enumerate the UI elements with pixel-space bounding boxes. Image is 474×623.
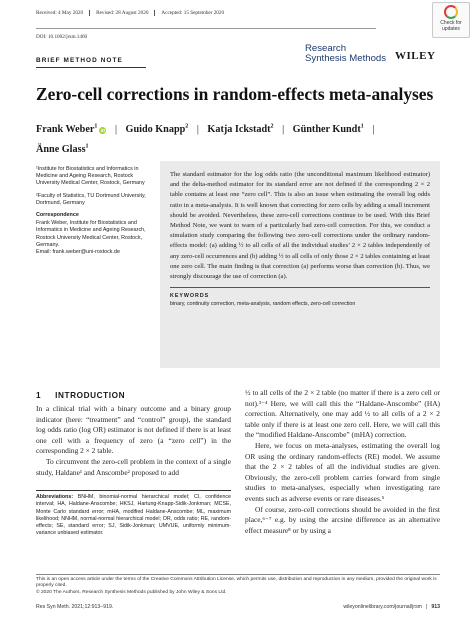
page-footer [36, 604, 440, 610]
affiliation-1: ¹Institute for Biostatistics and Informatics in Medicine and Ageing Research, Rostock University Medical Center, Rostock, Germany [36, 166, 145, 187]
received-date: Received: 4 May 2020 [36, 10, 90, 16]
publisher-logo[interactable]: WILEY [395, 50, 436, 62]
abbreviations-text: BNHM, binomial-normal hierarchical model; CI, confidence interval; HA, Haldane-Anscombe; HKSJ, Hartung-Knapp-Sidik-Jonkman; MCSE, Monte Carlo standard error; mHA, modified Haldane-Anscombe; ML, maximum likelihood; NNHM, normal-normal hierarchical model; OR, odds ratio; RE, random-effects; SE, standard error; SJ, Sidik-Jonkman; UMVUE, uniformly minimum-variance unbiased estimator. [36, 494, 231, 537]
intro-paragraph-2: To circumvent the zero-cell problem in the context of a single study, Haldane¹ and Anscombe² proposed to add [36, 456, 231, 477]
section-number: 1 [36, 391, 42, 400]
footer-rule [36, 574, 440, 575]
journal-name-line1: Research [305, 43, 347, 54]
intro-paragraph-4: Here, we focus on meta-analyses, estimating the overall log OR using the ordinary random-effects (RE) model. We assume that the 2 × 2 tables of all the individual studies are given. Obviously, the zero-cell problem carries forward from single studies to meta-analyses, especially when investigating rare events such as adverse events or rare diseases.⁵ [245, 440, 440, 503]
journal-url[interactable]: wileyonlinelibrary.com/journal/jrsm [343, 604, 422, 610]
check-for-updates-badge[interactable] [432, 2, 470, 38]
correspondence-email[interactable]: Email: frank.weber@uni-rostock.de [36, 249, 120, 256]
license-line-2: © 2020 The Authors. Research Synthesis Methods published by John Wiley & Sons Ltd. [36, 589, 227, 595]
abbreviations-rule [36, 490, 231, 491]
doi[interactable]: DOI: 10.1002/jrsm.1460 [36, 34, 88, 40]
affiliation-2: ²Faculty of Statistics, TU Dortmund University, Dortmund, Germany [36, 192, 146, 206]
author-name[interactable]: Frank Weber$^1$ [36, 124, 98, 136]
header-rule [36, 28, 376, 29]
abstract-text: The standard estimator for the log odds ratio (the unconditional maximum likelihood estimator) and the delta-method estimator for its standard error are not defined if the corresponding 2 × 2 table contains at least one “zero cell”. This is also an issue when estimating the overall log odds ratio in a meta-analysis. It is well known that correcting for zero cells by adding a small increment should be avoided. Nevertheless, these zero-cell corrections continue to be used. With this Brief Method Note, we want to warn of a particularly bad zero-cell correction. For this, we conduct a simulation study comparing the following two zero-cell corrections under the ordinary random-effects model: (a) adding ½ to all cells of all the individual studies’ 2 × 2 tables independently of any zero-cell occurrences and (b) adding ½ to all cells of only those 2 × 2 tables containing at least one zero cell. The main finding is that correction (a) performs worse than correction (b). Thus, we strongly discourage the use of correction (a). [170, 171, 430, 281]
affiliations [36, 166, 154, 256]
footer-right [343, 604, 440, 610]
author-separator: | [282, 124, 285, 136]
article-type: BRIEF METHOD NOTE [36, 57, 123, 64]
section-title: INTRODUCTION [55, 391, 126, 400]
article-title: Zero-cell corrections in random-effects meta-analyses [36, 84, 434, 104]
citation: Res Syn Meth. 2021;12:913–919. [36, 604, 114, 610]
journal-logo[interactable] [305, 44, 386, 64]
author-list [36, 119, 436, 158]
journal-name-line2: Synthesis Methods [305, 53, 387, 64]
revised-date: Revised: 28 August 2020 [96, 10, 155, 16]
correspondence-label: Correspondence [36, 212, 79, 219]
abbreviations-label: Abbreviations: [36, 494, 74, 500]
footer-separator: | [425, 604, 428, 610]
author-separator: | [196, 124, 199, 136]
right-column [245, 388, 440, 536]
abbreviations [36, 494, 231, 538]
intro-paragraph-3: ½ to all cells of the 2 × 2 table (no matter if there is a zero cell or not).³⁻⁴ Here, we will call this the “Haldane-Anscombe” (HA) correction. Alternatively, one may add ½ to all cells of a 2 × 2 table only if there is at least one zero cell. Here, we will call this the “modified Haldane-Anscombe” (mHA) correction. [245, 388, 440, 440]
author-name[interactable]: Änne Glass$^1$ [36, 143, 89, 155]
orcid-icon[interactable]: iD [100, 127, 106, 133]
license-notice [36, 577, 440, 596]
author-separator: | [114, 124, 117, 136]
accepted-date: Accepted: 15 September 2020 [161, 10, 225, 16]
author-name[interactable]: Günther Kundt$^1$ [292, 124, 364, 136]
article-dates [36, 10, 236, 16]
author-name[interactable]: Guido Knapp$^2$ [125, 124, 189, 136]
author-name[interactable]: Katja Ickstadt$^2$ [207, 124, 274, 136]
intro-paragraph-5: Of course, zero-cell corrections should be avoided in the first place,⁶⁻⁷ e.g. by using the arcsine difference as an alternative effect measure⁸ or by using a [245, 504, 440, 535]
license-line-1: This is an open access article under the terms of the Creative Commons Attribution License, which permits use, distribution and reproduction in any medium, provided the original work is properly cited. [36, 577, 437, 589]
crossmark-icon [444, 5, 458, 19]
keywords: binary, continuity correction, meta-analysis, random effects, zero-cell correction [170, 300, 356, 307]
correspondence-text: Frank Weber, Institute for Biostatistics and Informatics in Medicine and Ageing Research, Rostock University Medical Center, Rostock, Germany. [36, 220, 146, 248]
intro-paragraph-1: In a clinical trial with a binary outcome and a binary group indicator (here: “treatment” and “control” group), the standard log odds ratio (log OR) estimator is not defined if there is at least one cell with a frequency of zero (a “zero cell”) in the corresponding 2 × 2 table. [36, 404, 231, 456]
abstract-box [160, 161, 440, 368]
author-separator: | [372, 124, 375, 136]
keywords-rule [170, 287, 430, 288]
section-heading [36, 391, 125, 400]
badge-text: Check for updates [440, 20, 462, 32]
article-type-rule [36, 67, 146, 68]
keywords-label: KEYWORDS [170, 292, 210, 299]
left-column [36, 404, 231, 478]
page-number: 913 [431, 604, 440, 610]
